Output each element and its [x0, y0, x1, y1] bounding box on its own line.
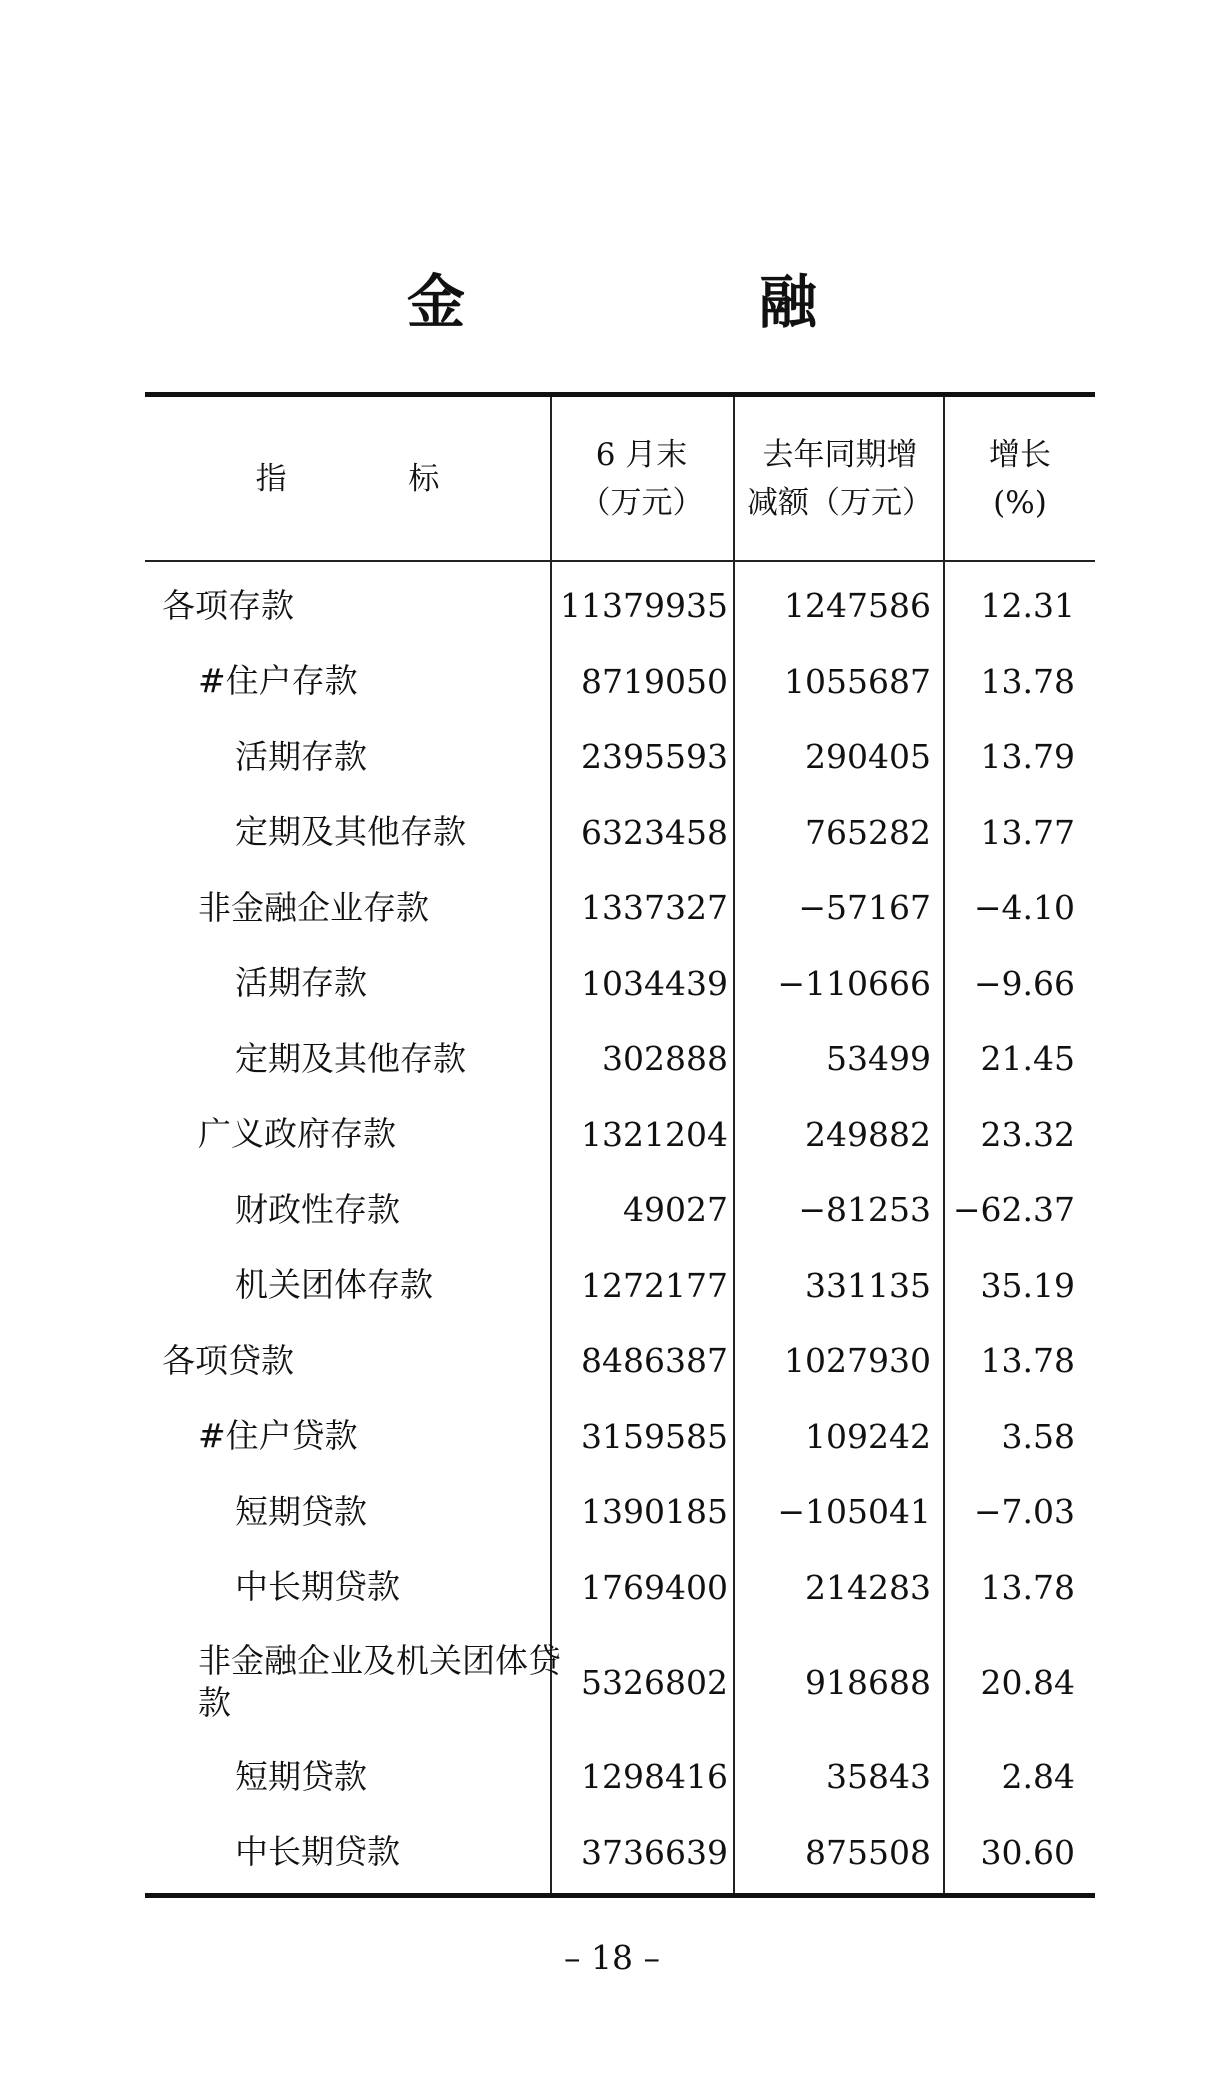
growth-value: 35.19 — [980, 1265, 1075, 1305]
row-label: 活期存款 — [235, 963, 367, 1003]
header-yoy-change-line1: 去年同期增 — [762, 436, 918, 473]
growth-value: 13.78 — [980, 1567, 1075, 1607]
yoy-change-value: 875508 — [805, 1832, 931, 1872]
growth-value: 21.45 — [980, 1039, 1075, 1079]
growth-value: 30.60 — [980, 1832, 1075, 1872]
growth-value: 13.79 — [980, 737, 1075, 777]
yoy-change-value: 290405 — [805, 737, 931, 777]
yoy-change-value: 35843 — [826, 1757, 931, 1797]
june-end-value: 3159585 — [581, 1416, 728, 1456]
row-label: 活期存款 — [235, 736, 367, 776]
page-number: – 18 – — [564, 1938, 660, 1977]
row-label-cell — [145, 870, 603, 946]
yoy-change-value: −81253 — [798, 1190, 931, 1230]
june-end-value: 302888 — [602, 1039, 728, 1079]
yoy-change-value: 765282 — [805, 812, 931, 852]
finance-table — [145, 392, 1095, 1898]
table-header — [145, 397, 1095, 562]
yoy-change-value: 249882 — [805, 1114, 931, 1154]
june-end-value: 1298416 — [581, 1757, 728, 1797]
table-row — [145, 1323, 1095, 1399]
table-row — [145, 568, 1095, 644]
june-end-value: 1272177 — [581, 1265, 728, 1305]
growth-value: 20.84 — [980, 1662, 1075, 1702]
row-label-cell — [145, 644, 603, 720]
table-row — [145, 1399, 1095, 1475]
growth-value: 12.31 — [980, 586, 1075, 626]
row-label-cell — [145, 1399, 603, 1475]
yoy-change-value: −57167 — [798, 888, 931, 928]
june-end-value: 1337327 — [581, 888, 728, 928]
table-row — [145, 1625, 1095, 1739]
header-growth-line2: (%) — [993, 484, 1047, 521]
row-label: 广义政府存款 — [198, 1114, 396, 1154]
table-row — [145, 1739, 1095, 1815]
june-end-value: 49027 — [623, 1190, 728, 1230]
table-row — [145, 1815, 1095, 1891]
row-label-cell — [145, 1097, 603, 1173]
yoy-change-value: 214283 — [805, 1567, 931, 1607]
row-label: 中长期贷款 — [235, 1832, 400, 1872]
yoy-change-value: −105041 — [777, 1492, 931, 1532]
table-row — [145, 644, 1095, 720]
june-end-value: 3736639 — [581, 1832, 728, 1872]
table-row — [145, 795, 1095, 871]
row-label: 财政性存款 — [235, 1189, 400, 1229]
header-indicator-label: 指 标 — [255, 460, 496, 497]
header-june-end — [550, 397, 733, 560]
yoy-change-value: 918688 — [805, 1662, 931, 1702]
june-end-value: 5326802 — [581, 1662, 728, 1702]
table-row — [145, 1474, 1095, 1550]
table-row — [145, 1550, 1095, 1626]
june-end-value: 2395593 — [581, 737, 728, 777]
row-label: #住户贷款 — [198, 1416, 358, 1456]
row-label: 短期贷款 — [235, 1756, 367, 1796]
table-row — [145, 946, 1095, 1022]
growth-value: 13.77 — [980, 812, 1075, 852]
growth-value: −4.10 — [973, 888, 1075, 928]
header-june-end-line2: （万元） — [579, 484, 704, 521]
table-row — [145, 1248, 1095, 1324]
row-label: #住户存款 — [198, 661, 358, 701]
row-label: 各项存款 — [162, 585, 294, 625]
growth-value: 13.78 — [980, 1341, 1075, 1381]
row-label: 短期贷款 — [235, 1491, 367, 1531]
yoy-change-value: 1247586 — [784, 586, 931, 626]
row-label: 非金融企业存款 — [198, 887, 429, 927]
yoy-change-value: 331135 — [805, 1265, 931, 1305]
row-label-cell — [145, 1625, 603, 1739]
june-end-value: 1034439 — [581, 963, 728, 1003]
june-end-value: 1769400 — [581, 1567, 728, 1607]
header-indicator — [145, 397, 550, 560]
row-label: 定期及其他存款 — [235, 1038, 466, 1078]
growth-value: 13.78 — [980, 661, 1075, 701]
table-body — [145, 562, 1095, 1893]
row-label-cell — [145, 568, 567, 644]
growth-value: 3.58 — [1001, 1416, 1075, 1456]
yoy-change-value: 1027930 — [784, 1341, 931, 1381]
row-label: 中长期贷款 — [235, 1567, 400, 1607]
table-row — [145, 870, 1095, 946]
growth-value: −62.37 — [952, 1190, 1075, 1230]
growth-value: −7.03 — [973, 1492, 1075, 1532]
growth-value: −9.66 — [973, 963, 1075, 1003]
yoy-change-value: 109242 — [805, 1416, 931, 1456]
yoy-change-value: −110666 — [777, 963, 931, 1003]
row-label: 机关团体存款 — [235, 1265, 433, 1305]
june-end-value: 8486387 — [581, 1341, 728, 1381]
header-growth-line1: 增长 — [989, 436, 1051, 473]
table-row — [145, 1021, 1095, 1097]
june-end-value: 6323458 — [581, 812, 728, 852]
growth-value: 23.32 — [980, 1114, 1075, 1154]
table-row — [145, 1097, 1095, 1173]
june-end-value: 8719050 — [581, 661, 728, 701]
june-end-value: 1321204 — [581, 1114, 728, 1154]
header-growth — [945, 397, 1095, 560]
table-bottom-rule — [145, 1893, 1095, 1898]
june-end-value: 11379935 — [560, 586, 728, 626]
header-yoy-change — [735, 397, 945, 560]
yoy-change-value: 53499 — [826, 1039, 931, 1079]
header-yoy-change-line2: 减额（万元） — [747, 484, 933, 521]
table-row — [145, 1172, 1095, 1248]
table-row — [145, 719, 1095, 795]
table-rows — [145, 562, 1095, 1890]
row-label: 定期及其他存款 — [235, 812, 466, 852]
yoy-change-value: 1055687 — [784, 661, 931, 701]
header-june-end-line1: 6 月末 — [595, 436, 688, 473]
growth-value: 2.84 — [1001, 1757, 1075, 1797]
row-label: 非金融企业及机关团体贷款 — [198, 1641, 561, 1722]
june-end-value: 1390185 — [581, 1492, 728, 1532]
row-label-cell — [145, 1323, 567, 1399]
row-label: 各项贷款 — [162, 1340, 294, 1380]
page-title: 金 融 — [406, 268, 935, 336]
